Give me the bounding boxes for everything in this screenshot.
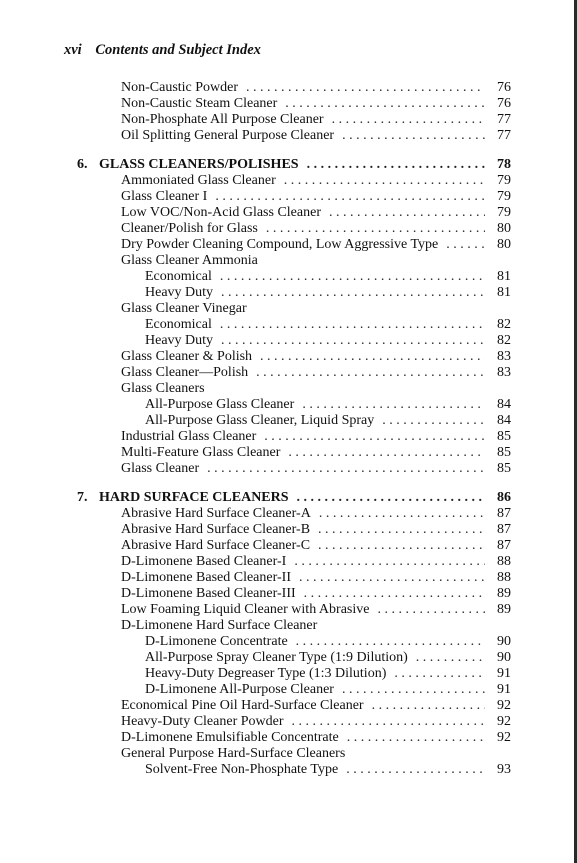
entry-label: All-Purpose Spray Cleaner Type (1:9 Dilution) (145, 650, 408, 665)
entry-label: Solvent-Free Non-Phosphate Type (145, 762, 339, 777)
entry-label: Economical Pine Oil Hard-Surface Cleaner (121, 698, 364, 713)
entry-label: Non-Caustic Powder (121, 80, 239, 95)
entry-page-number: 91 (497, 682, 511, 697)
entry-label: D-Limonene Based Cleaner-I (121, 554, 287, 569)
entry-page-number: 89 (497, 586, 511, 601)
entry-label: D-Limonene All-Purpose Cleaner (145, 682, 334, 697)
entry-page-number: 92 (497, 730, 511, 745)
entry-page-number: 79 (497, 205, 511, 220)
entry-page-number: 76 (497, 80, 511, 95)
entry-page-number: 90 (497, 634, 511, 649)
entry-page-number: 91 (497, 666, 511, 681)
entry-page-number: 82 (497, 333, 511, 348)
entry-label: Heavy Duty (145, 333, 214, 348)
page-title: Contents and Subject Index (95, 42, 261, 58)
dot-leader (342, 127, 485, 145)
entry-label: Glass Cleaners (121, 381, 205, 396)
toc-entry[interactable] (145, 761, 511, 779)
dot-leader (207, 460, 485, 478)
entry-page-number: 79 (497, 189, 511, 204)
entry-label: All-Purpose Glass Cleaner (145, 397, 295, 412)
entry-page-number: 88 (497, 570, 511, 585)
entry-label: Heavy Duty (145, 285, 214, 300)
entry-page-number: 88 (497, 554, 511, 569)
entry-label: Economical (145, 317, 212, 332)
dot-leader (346, 761, 485, 779)
entry-page-number: 78 (497, 157, 511, 172)
entry-page-number: 92 (497, 714, 511, 729)
entry-label: Oil Splitting General Purpose Cleaner (121, 128, 335, 143)
entry-label: Glass Cleaner—Polish (121, 365, 249, 380)
entry-page-number: 77 (497, 112, 511, 127)
entry-label: General Purpose Hard-Surface Cleaners (121, 746, 346, 761)
entry-label: Non-Phosphate All Purpose Cleaner (121, 112, 324, 127)
entry-label: Abrasive Hard Surface Cleaner-B (121, 522, 311, 537)
chapter-number: 6. (77, 157, 88, 172)
entry-label: Cleaner/Polish for Glass (121, 221, 258, 236)
entry-label: Glass Cleaner Vinegar (121, 301, 247, 316)
entry-page-number: 80 (497, 221, 511, 236)
entry-label: Glass Cleaner & Polish (121, 349, 253, 364)
entry-page-number: 85 (497, 461, 511, 476)
entry-label: D-Limonene Based Cleaner-III (121, 586, 296, 601)
entry-label: Low VOC/Non-Acid Glass Cleaner (121, 205, 321, 220)
entry-page-number: 87 (497, 506, 511, 521)
entry-page-number: 87 (497, 522, 511, 537)
entry-page-number: 93 (497, 762, 511, 777)
entry-label: Heavy-Duty Degreaser Type (1:3 Dilution) (145, 666, 387, 681)
toc-entry[interactable] (121, 460, 511, 478)
chapter-title: HARD SURFACE CLEANERS (99, 490, 289, 505)
entry-label: Heavy-Duty Cleaner Powder (121, 714, 284, 729)
entry-page-number: 92 (497, 698, 511, 713)
entry-page-number: 80 (497, 237, 511, 252)
entry-page-number: 86 (497, 490, 511, 505)
entry-label: Glass Cleaner Ammonia (121, 253, 258, 268)
entry-label: Multi-Feature Glass Cleaner (121, 445, 281, 460)
entry-label: Abrasive Hard Surface Cleaner-A (121, 506, 311, 521)
entry-label: D-Limonene Emulsifiable Concentrate (121, 730, 339, 745)
page-number: xvi (64, 42, 82, 58)
entry-page-number: 81 (497, 269, 511, 284)
entry-page-number: 77 (497, 128, 511, 143)
entry-label: Non-Caustic Steam Cleaner (121, 96, 278, 111)
chapter-title: GLASS CLEANERS/POLISHES (99, 157, 299, 172)
entry-page-number: 84 (497, 397, 511, 412)
entry-page-number: 85 (497, 445, 511, 460)
entry-page-number: 76 (497, 96, 511, 111)
entry-page-number: 83 (497, 349, 511, 364)
entry-label: D-Limonene Concentrate (145, 634, 288, 649)
entry-label: Economical (145, 269, 212, 284)
entry-page-number: 82 (497, 317, 511, 332)
entry-page-number: 81 (497, 285, 511, 300)
entry-label: Abrasive Hard Surface Cleaner-C (121, 538, 311, 553)
entry-page-number: 83 (497, 365, 511, 380)
entry-label: Glass Cleaner I (121, 189, 208, 204)
entry-label: Dry Powder Cleaning Compound, Low Aggressive Type (121, 237, 439, 252)
entry-label: Low Foaming Liquid Cleaner with Abrasive (121, 602, 370, 617)
entry-label: Glass Cleaner (121, 461, 200, 476)
entry-page-number: 90 (497, 650, 511, 665)
entry-page-number: 85 (497, 429, 511, 444)
running-header (64, 42, 261, 59)
entry-page-number: 89 (497, 602, 511, 617)
entry-label: Industrial Glass Cleaner (121, 429, 257, 444)
toc-entry[interactable] (121, 127, 511, 145)
entry-label: All-Purpose Glass Cleaner, Liquid Spray (145, 413, 375, 428)
entry-label: D-Limonene Based Cleaner-II (121, 570, 291, 585)
entry-page-number: 87 (497, 538, 511, 553)
entry-page-number: 84 (497, 413, 511, 428)
chapter-number: 7. (77, 490, 88, 505)
entry-label: D-Limonene Hard Surface Cleaner (121, 618, 318, 633)
entry-label: Ammoniated Glass Cleaner (121, 173, 276, 188)
entry-page-number: 79 (497, 173, 511, 188)
